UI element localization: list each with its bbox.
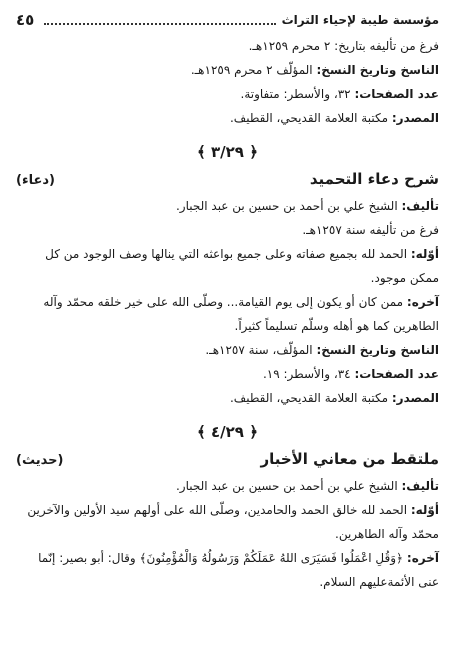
document-page — [16, 8, 439, 638]
entry2-finished-date: فرغ من تأليفه سنة ١٢٥٧هـ. — [302, 223, 439, 237]
entry2-category: (دعاء) — [16, 173, 55, 188]
entry3-number: ﴿ ٤/٢٩ ﴾ — [197, 423, 258, 441]
entry2-source-value: مكتبة العلامة القديحي، القطيف. — [229, 391, 392, 405]
entry2-copyist-label: الناسخ وتاريخ النسخ: — [316, 343, 439, 357]
entry1-pages-label: عدد الصفحات: — [354, 87, 439, 101]
entry2-explicit-cont: الطاهرين كما هو أهله وسلّم تسليماً كثيراً. — [234, 319, 439, 333]
entry1-source — [16, 106, 439, 130]
entry2-author-label: تأليف: — [401, 199, 439, 213]
entry2-explicit-text: ممن كان أو يكون إلى يوم القيامة... وصلّى الله على خير خلقه محمّد وآله — [43, 295, 407, 309]
entry1-copyist — [16, 58, 439, 82]
page-header — [16, 8, 439, 32]
entry2-author — [16, 194, 439, 218]
page-number: ٤٥ — [16, 11, 35, 29]
entry3-explicit-text: ﴿وَقُلِ اعْمَلُوا فَسَيَرَى اللهُ عَمَلَكُمْ وَرَسُولُهُ وَالْمُؤْمِنُونَ﴾ وقال: أبو بصير: إنّما — [38, 551, 407, 565]
entry1-source-value: مكتبة العلامة القديحي، القطيف. — [229, 111, 392, 125]
entry2-source-label: المصدر: — [391, 391, 439, 405]
entry3-explicit-cont: عنى الأئمةعليهم السلام. — [319, 575, 439, 589]
entry2-number: ﴿ ٣/٢٩ ﴾ — [197, 143, 258, 161]
entry3-incipit — [16, 498, 439, 522]
entry1-copyist-value: المؤلّف ٢ محرم ١٢٥٩هـ. — [190, 63, 317, 77]
entry2-incipit — [16, 242, 439, 266]
entry2-copyist-value: المؤلّف، سنة ١٢٥٧هـ. — [205, 343, 317, 357]
entry1-finished-date: فرغ من تأليفه بتاريخ: ٢ محرم ١٢٥٩هـ. — [248, 39, 439, 53]
entry2-title: شرح دعاء التحميد — [309, 170, 439, 188]
entry2-copyist — [16, 338, 439, 362]
header-dot-leader — [44, 15, 275, 25]
entry2-pages — [16, 362, 439, 386]
entry2-incipit-label: أوّله: — [410, 247, 439, 261]
entry3-author-label: تأليف: — [401, 479, 439, 493]
entry1-copyist-label: الناسخ وتاريخ النسخ: — [316, 63, 439, 77]
entry3-explicit-label: آخره: — [406, 551, 439, 565]
entry2-title-row — [16, 166, 439, 194]
entry1-pages — [16, 82, 439, 106]
entry3-title: ملتقط من معاني الأخبار — [260, 450, 439, 468]
entry2-incipit-cont: ممكن موجود. — [370, 271, 439, 285]
entry3-incipit-label: أوّله: — [410, 503, 439, 517]
entry2-pages-label: عدد الصفحات: — [354, 367, 439, 381]
entry2-explicit — [16, 290, 439, 314]
entry2-pages-value: ٣٤، والأسطر: ١٩. — [262, 367, 355, 381]
publisher-name: مؤسسة طيبة لإحياء التراث — [281, 13, 439, 27]
entry2-incipit-text: الحمد لله بجميع صفاته وعلى جميع بواعثه التي ينالها وصف الوجود من كل — [45, 247, 411, 261]
entry3-author — [16, 474, 439, 498]
entry1-pages-value: ٣٢، والأسطر: متفاوتة. — [240, 87, 355, 101]
entry2-author-value: الشيخ علي بن أحمد بن حسين بن عبد الجبار. — [175, 199, 402, 213]
entry2-explicit-label: آخره: — [406, 295, 439, 309]
entry3-category: (حديث) — [16, 453, 64, 468]
entry1-source-label: المصدر: — [391, 111, 439, 125]
entry3-explicit — [16, 546, 439, 570]
entry2-source — [16, 386, 439, 410]
entry3-title-row — [16, 446, 439, 474]
entry3-incipit-cont: محمّد وآله الطاهرين. — [335, 527, 439, 541]
entry3-incipit-text: الحمد لله خالق الحمد والحامدين، وصلّى الله على أولهم سيد الأولين والآخرين — [27, 503, 411, 517]
entry3-author-value: الشيخ علي بن أحمد بن حسين بن عبد الجبار. — [175, 479, 402, 493]
